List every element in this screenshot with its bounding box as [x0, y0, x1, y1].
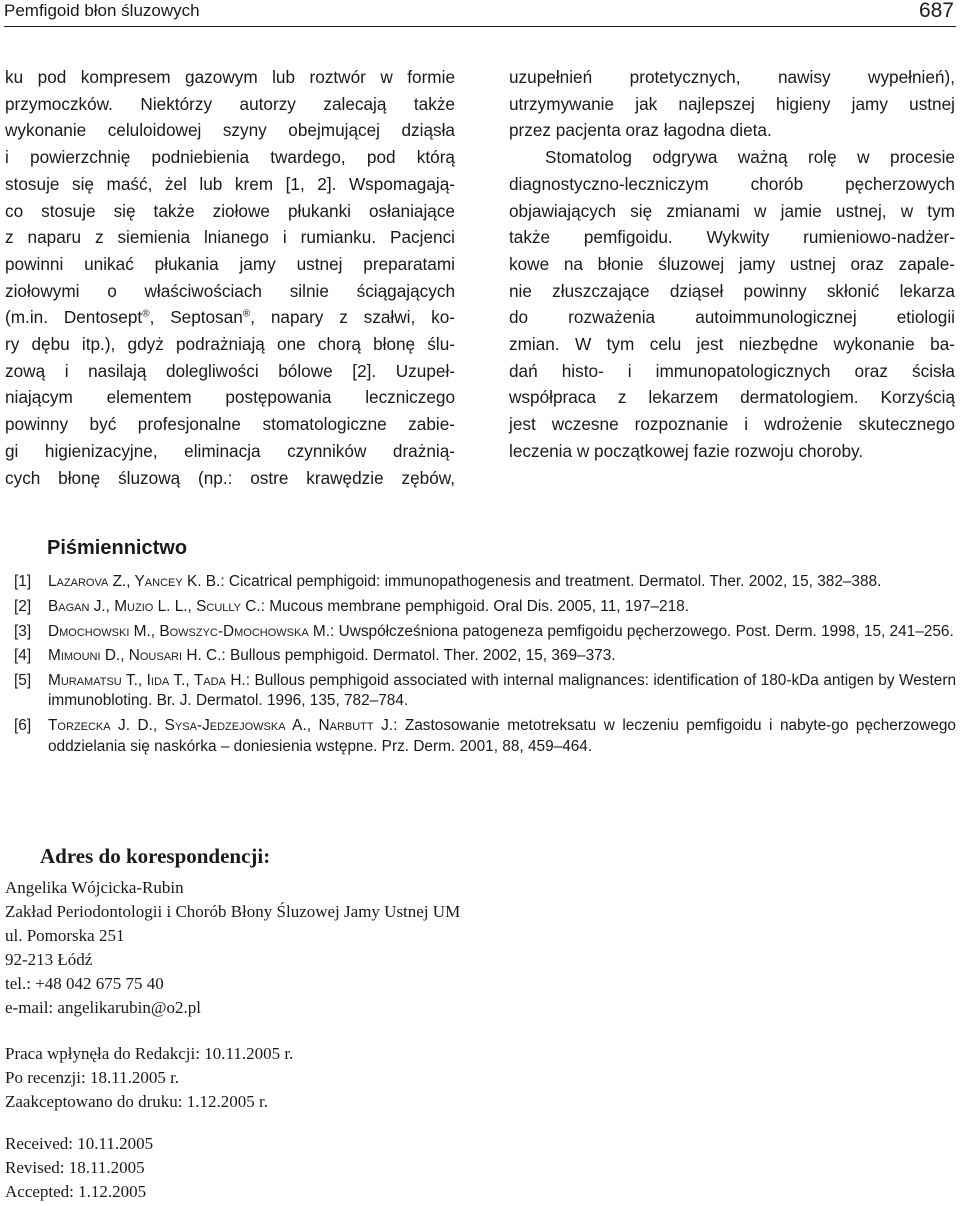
text-line: niającym elementem postępowania leczniczego	[5, 387, 455, 408]
reference-authors: Mimouni D., Nousari H. C.	[48, 647, 222, 665]
left-column	[5, 64, 455, 491]
text-line: wykonanie celuloidowej szyny obejmującej dziąsła	[5, 120, 455, 141]
text-line: leczenia w początkowej fazie rozwoju choroby.	[509, 440, 864, 461]
text-line: nie złuszczające dziąseł powinny skłonić lekarza	[509, 280, 955, 301]
reference-number: [3]	[14, 622, 32, 640]
reference-text: : Zastosowanie metotreksatu w leczeniu pemfigoidu i nabyte-go pęcherzowego oddzielania się naskórka – doniesienia wstępne. Prz. Derm. 2001, 88, 459–464.	[48, 717, 956, 755]
references-list	[14, 572, 956, 761]
text-line: zową i nasilają dolegliwości bólowe [2]. Uzupeł-	[5, 360, 455, 381]
right-column	[509, 64, 955, 465]
text-line: ziołowymi o właściwościach silnie ściągających	[5, 280, 455, 301]
page-number: 687	[918, 0, 954, 22]
reference-item	[14, 671, 956, 712]
correspondence-address	[5, 876, 460, 1019]
text-line: utrzymywanie jak najlepszej higieny jamy ustnej	[509, 93, 955, 114]
text-line: Stomatolog odgrywa ważną rolę w procesie	[545, 147, 955, 168]
text-line: ku pod kompresem gazowym lub roztwór w formie	[5, 67, 455, 87]
reference-number: [6]	[14, 717, 32, 735]
date-line: Zaakceptowano do druku: 1.12.2005 r.	[5, 1091, 268, 1111]
text-line: współpraca z lekarzem dermatologiem. Korzyścią	[509, 387, 955, 408]
reference-item	[14, 597, 956, 617]
date-line: Po recenzji: 18.11.2005 r.	[5, 1067, 180, 1087]
text-line: zmian. W tym celu jest niezbędne wykonanie ba-	[509, 334, 955, 355]
reference-item	[14, 646, 956, 666]
date-line: Revised: 18.11.2005	[5, 1157, 145, 1177]
address-line: Zakład Periodontologii i Chorób Błony Śluzowej Jamy Ustnej UM	[5, 901, 461, 921]
text-line: cych błonę śluzową (np.: ostre krawędzie zębów,	[5, 467, 455, 488]
text-line: i powierzchnię podniebienia twardego, pod którą	[5, 147, 455, 168]
text-line: powinny być profesjonalne stomatologiczne zabie-	[5, 414, 455, 435]
reference-authors: Muramatsu T., Iida T., Tada H.	[48, 672, 246, 690]
date-line: Accepted: 1.12.2005	[5, 1181, 147, 1201]
reference-authors: Bagan J., Muzio L. L., Scully C.	[48, 597, 261, 615]
text-line: objawiających się zmianami w jamie ustnej, w tym	[509, 200, 955, 221]
correspondence-heading: Adres do korespondencji:	[40, 844, 271, 868]
address-line: tel.: +48 042 675 75 40	[5, 973, 164, 993]
address-line: Angelika Wójcicka-Rubin	[5, 878, 184, 897]
reference-item	[14, 572, 956, 592]
text-line: do rozważenia autoimmunologicznej etiologii	[509, 307, 955, 328]
text-line: przymoczków. Niektórzy autorzy zalecają także	[5, 93, 455, 114]
right-paragraph-2	[509, 144, 955, 464]
reference-item	[14, 716, 956, 757]
dates-polish	[5, 1042, 293, 1114]
date-line: Praca wpłynęła do Redakcji: 10.11.2005 r.	[5, 1044, 294, 1063]
text-line: także pemfigoidu. Wykwity rumieniowo-nadżer-	[509, 227, 955, 248]
address-line: e-mail: angelikarubin@o2.pl	[5, 997, 201, 1017]
reference-number: [5]	[14, 672, 32, 690]
text-line: stosuje się maść, żel lub krem [1, 2]. Wspomagają-	[5, 173, 455, 194]
text-line: kowe na błonie śluzowej jamy ustnej oraz zapale-	[509, 253, 955, 274]
reference-text: : Mucous membrane pemphigoid. Oral Dis. 2005, 11, 197–218.	[260, 597, 690, 615]
running-title: Pemfigoid błon śluzowych	[4, 1, 200, 20]
reference-number: [4]	[14, 647, 32, 665]
references-heading: Piśmiennictwo	[47, 537, 188, 559]
text-line: przez pacjenta oraz łagodna dieta.	[509, 120, 772, 141]
text-line: ry dębu itp.), gdyż podrażniają one chorą błonę ślu-	[5, 334, 455, 355]
reference-number: [2]	[14, 597, 32, 615]
right-paragraph-1	[509, 64, 955, 144]
date-line: Received: 10.11.2005	[5, 1134, 154, 1153]
left-paragraph	[5, 64, 455, 491]
reference-text: : Uwspółcześniona patogeneza pemfigoidu pęcherzowego. Post. Derm. 1998, 15, 241–256.	[330, 622, 954, 640]
reference-text: : Cicatrical pemphigoid: immunopathogenesis and treatment. Dermatol. Ther. 2002, 15, 382–388.	[220, 573, 882, 590]
reference-authors: Torzecka J. D., Sysa-Jedzejowska A., Narbutt J.	[48, 717, 394, 735]
text-line: uzupełnień protetycznych, nawisy wypełnień),	[509, 67, 955, 87]
address-line: 92-213 Łódź	[5, 949, 93, 969]
text-line: z naparu z siemienia lnianego i rumianku. Pacjenci	[5, 227, 455, 248]
dates-english	[5, 1132, 153, 1204]
text-line: powinni unikać płukania jamy ustnej preparatami	[5, 253, 455, 274]
reference-text: : Bullous pemphigoid associated with internal malignances: identification of 180-kDa antigen by Western immunobloting. Br. J. Dermatol. 1996, 135, 782–784.	[48, 672, 957, 710]
reference-item	[14, 622, 956, 642]
address-line: ul. Pomorska 251	[5, 925, 125, 945]
text-line: diagnostyczno-leczniczym chorób pęcherzowych	[509, 173, 955, 194]
text-line: dań histo- i immunopatologicznych oraz ścisła	[509, 360, 955, 381]
text-line: co stosuje się także ziołowe płukanki osłaniające	[5, 200, 455, 221]
reference-authors: Dmochowski M., Bowszyc-Dmochowska M.	[48, 622, 331, 640]
page-header	[4, 0, 956, 27]
reference-text: : Bullous pemphigoid. Dermatol. Ther. 2002, 15, 369–373.	[221, 647, 616, 665]
reference-authors: Lazarova Z., Yancey K. B.	[48, 573, 221, 590]
text-line: gi higienizacyjne, eliminacja czynników drażnią-	[5, 440, 455, 461]
text-line: jest wczesne rozpoznanie i wdrożenie skutecznego	[509, 414, 955, 435]
reference-number: [1]	[14, 573, 32, 590]
text-line: (m.in. Dentosept®, Septosan®, napary z szałwi, ko-	[5, 307, 455, 328]
